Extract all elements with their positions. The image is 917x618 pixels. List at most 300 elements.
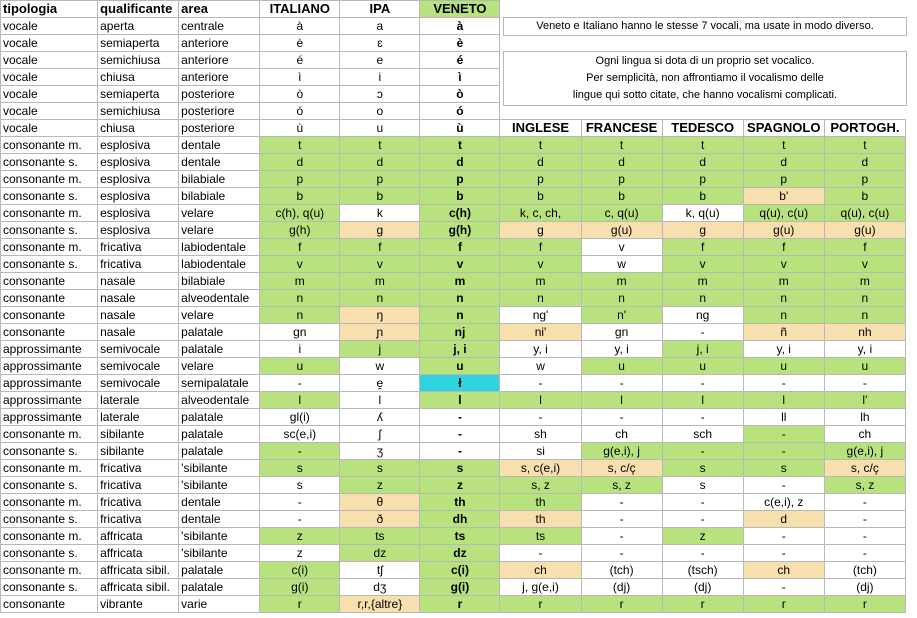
note-vocali-text: Veneto e Italiano hanno le stesse 7 vocali, ma usate in modo diverso. — [536, 20, 874, 32]
cell-portoghese: - — [824, 528, 905, 545]
cell-spagnolo: - — [743, 579, 824, 596]
cell-ipa: k — [340, 205, 420, 222]
cell-tedesco: v — [662, 256, 743, 273]
cell-veneto: ì — [420, 69, 500, 86]
cell-italiano: r — [260, 596, 340, 613]
cell-veneto: n — [420, 307, 500, 324]
table-row — [1, 222, 906, 239]
cell-tedesco: sch — [662, 426, 743, 443]
note-line-1: Ogni lingua si dota di un proprio set vocalico. — [595, 55, 815, 67]
cell-veneto: dh — [420, 511, 500, 528]
header-qualificante: qualificante — [98, 1, 179, 18]
table-row — [1, 307, 906, 324]
cell-area: centrale — [179, 18, 260, 35]
table-row — [1, 545, 906, 562]
cell-ipa: l — [340, 392, 420, 409]
table-row — [1, 290, 906, 307]
cell-inglese: - — [500, 375, 581, 392]
table-row — [1, 324, 906, 341]
cell-qualificante: laterale — [98, 409, 179, 426]
note-area — [500, 35, 906, 52]
cell-area: dentale — [179, 154, 260, 171]
table-row — [1, 443, 906, 460]
cell-italiano: z — [260, 545, 340, 562]
cell-tipologia: approssimante — [1, 392, 98, 409]
cell-spagnolo: - — [743, 477, 824, 494]
cell-qualificante: affricata — [98, 545, 179, 562]
cell-portoghese: s, c/ç — [824, 460, 905, 477]
cell-portoghese: f — [824, 239, 905, 256]
cell-tedesco: k, q(u) — [662, 205, 743, 222]
cell-tipologia: vocale — [1, 35, 98, 52]
cell-francese: gn — [581, 324, 662, 341]
cell-tedesco: g — [662, 222, 743, 239]
cell-francese: c, q(u) — [581, 205, 662, 222]
cell-area: velare — [179, 222, 260, 239]
cell-francese: w — [581, 256, 662, 273]
cell-inglese: ng' — [500, 307, 581, 324]
cell-inglese: l — [500, 392, 581, 409]
cell-veneto: u — [420, 358, 500, 375]
cell-tedesco: f — [662, 239, 743, 256]
cell-veneto: ts — [420, 528, 500, 545]
cell-italiano: ó — [260, 103, 340, 120]
cell-spagnolo: - — [743, 528, 824, 545]
cell-veneto: g(i) — [420, 579, 500, 596]
cell-tipologia: consonante — [1, 273, 98, 290]
cell-ipa: o — [340, 103, 420, 120]
header-spagnolo: SPAGNOLO — [743, 120, 824, 137]
cell-portoghese: g(u) — [824, 222, 905, 239]
cell-ipa: ŋ — [340, 307, 420, 324]
cell-area: anteriore — [179, 35, 260, 52]
cell-italiano: - — [260, 443, 340, 460]
cell-francese: n — [581, 290, 662, 307]
cell-spagnolo: v — [743, 256, 824, 273]
cell-portoghese: m — [824, 273, 905, 290]
header-francese: FRANCESE — [581, 120, 662, 137]
cell-ipa: a — [340, 18, 420, 35]
cell-tipologia: consonante — [1, 596, 98, 613]
cell-tedesco: l — [662, 392, 743, 409]
cell-tedesco: t — [662, 137, 743, 154]
cell-area: varie — [179, 596, 260, 613]
cell-portoghese: s, z — [824, 477, 905, 494]
cell-tipologia: consonante m. — [1, 562, 98, 579]
cell-inglese: p — [500, 171, 581, 188]
cell-spagnolo: - — [743, 545, 824, 562]
cell-qualificante: nasale — [98, 273, 179, 290]
cell-area: semipalatale — [179, 375, 260, 392]
cell-veneto: v — [420, 256, 500, 273]
cell-spagnolo: - — [743, 426, 824, 443]
cell-spagnolo: s — [743, 460, 824, 477]
cell-italiano: d — [260, 154, 340, 171]
cell-spagnolo: q(u), c(u) — [743, 205, 824, 222]
cell-qualificante: chiusa — [98, 69, 179, 86]
cell-italiano: s — [260, 460, 340, 477]
cell-ipa: ts — [340, 528, 420, 545]
cell-italiano: u — [260, 358, 340, 375]
cell-qualificante: fricativa — [98, 477, 179, 494]
cell-tipologia: consonante s. — [1, 256, 98, 273]
cell-portoghese: q(u), c(u) — [824, 205, 905, 222]
cell-spagnolo: u — [743, 358, 824, 375]
cell-inglese: s, c(e,i) — [500, 460, 581, 477]
table-row — [1, 579, 906, 596]
cell-tipologia: consonante — [1, 290, 98, 307]
cell-ipa: s — [340, 460, 420, 477]
cell-veneto: ò — [420, 86, 500, 103]
cell-tipologia: consonante — [1, 324, 98, 341]
cell-spagnolo: r — [743, 596, 824, 613]
cell-area: 'sibilante — [179, 528, 260, 545]
table-row — [1, 494, 906, 511]
cell-tipologia: consonante m. — [1, 137, 98, 154]
cell-inglese: y, i — [500, 341, 581, 358]
cell-inglese: r — [500, 596, 581, 613]
cell-ipa: i — [340, 69, 420, 86]
cell-portoghese: g(e,i), j — [824, 443, 905, 460]
cell-inglese: m — [500, 273, 581, 290]
cell-veneto: th — [420, 494, 500, 511]
cell-ipa: e̯ — [340, 375, 420, 392]
cell-tipologia: consonante m. — [1, 171, 98, 188]
cell-tipologia: consonante m. — [1, 426, 98, 443]
cell-veneto: - — [420, 409, 500, 426]
table-row — [1, 358, 906, 375]
cell-veneto: ó — [420, 103, 500, 120]
cell-area: anteriore — [179, 69, 260, 86]
cell-ipa: ʎ — [340, 409, 420, 426]
cell-italiano: c(h), q(u) — [260, 205, 340, 222]
cell-area: palatale — [179, 324, 260, 341]
cell-qualificante: affricata — [98, 528, 179, 545]
cell-portoghese: u — [824, 358, 905, 375]
cell-area: 'sibilante — [179, 460, 260, 477]
cell-veneto: n — [420, 290, 500, 307]
cell-area: palatale — [179, 426, 260, 443]
cell-inglese: t — [500, 137, 581, 154]
cell-portoghese: lh — [824, 409, 905, 426]
cell-ipa: w — [340, 358, 420, 375]
cell-italiano: - — [260, 511, 340, 528]
cell-portoghese: b — [824, 188, 905, 205]
cell-tipologia: consonante s. — [1, 154, 98, 171]
cell-portoghese: l' — [824, 392, 905, 409]
cell-ipa: z — [340, 477, 420, 494]
cell-veneto: d — [420, 154, 500, 171]
cell-italiano: c(i) — [260, 562, 340, 579]
cell-italiano: p — [260, 171, 340, 188]
cell-francese: g(e,i), j — [581, 443, 662, 460]
cell-portoghese: (dj) — [824, 579, 905, 596]
cell-area: alveodentale — [179, 392, 260, 409]
cell-portoghese: d — [824, 154, 905, 171]
cell-italiano: - — [260, 494, 340, 511]
cell-inglese: ch — [500, 562, 581, 579]
cell-portoghese: n — [824, 307, 905, 324]
cell-inglese: v — [500, 256, 581, 273]
cell-inglese: b — [500, 188, 581, 205]
cell-veneto: l — [420, 392, 500, 409]
note-vocali — [503, 17, 907, 36]
cell-veneto: ł — [420, 375, 500, 392]
cell-italiano: gn — [260, 324, 340, 341]
cell-area: posteriore — [179, 86, 260, 103]
cell-italiano: s — [260, 477, 340, 494]
cell-qualificante: fricativa — [98, 494, 179, 511]
cell-francese: (tch) — [581, 562, 662, 579]
cell-area: posteriore — [179, 120, 260, 137]
cell-portoghese: (tch) — [824, 562, 905, 579]
cell-qualificante: fricativa — [98, 460, 179, 477]
cell-italiano: g(h) — [260, 222, 340, 239]
cell-spagnolo: n — [743, 290, 824, 307]
cell-italiano: l — [260, 392, 340, 409]
cell-francese: y, i — [581, 341, 662, 358]
cell-francese: - — [581, 409, 662, 426]
cell-spagnolo: ch — [743, 562, 824, 579]
table-row — [1, 460, 906, 477]
cell-spagnolo: - — [743, 443, 824, 460]
cell-tedesco: d — [662, 154, 743, 171]
cell-area: palatale — [179, 341, 260, 358]
cell-area: 'sibilante — [179, 477, 260, 494]
cell-ipa: ʒ — [340, 443, 420, 460]
cell-tipologia: consonante s. — [1, 222, 98, 239]
cell-inglese: k, c, ch, — [500, 205, 581, 222]
cell-tipologia: consonante s. — [1, 579, 98, 596]
cell-tipologia: consonante s. — [1, 443, 98, 460]
cell-spagnolo: t — [743, 137, 824, 154]
cell-area: labiodentale — [179, 256, 260, 273]
cell-tedesco: - — [662, 545, 743, 562]
cell-spagnolo: l — [743, 392, 824, 409]
cell-italiano: é — [260, 52, 340, 69]
table-row — [1, 256, 906, 273]
cell-tipologia: vocale — [1, 103, 98, 120]
cell-qualificante: affricata sibil. — [98, 562, 179, 579]
cell-tedesco: s — [662, 477, 743, 494]
cell-inglese: d — [500, 154, 581, 171]
note-line-3: lingue qui sotto citate, che hanno vocalismi complicati. — [572, 89, 838, 101]
cell-spagnolo: ñ — [743, 324, 824, 341]
cell-area: labiodentale — [179, 239, 260, 256]
table-row — [1, 562, 906, 579]
cell-ipa: j — [340, 341, 420, 358]
cell-tipologia: consonante s. — [1, 545, 98, 562]
cell-inglese: n — [500, 290, 581, 307]
table-row — [1, 120, 906, 137]
table-row — [1, 188, 906, 205]
cell-tedesco: - — [662, 324, 743, 341]
cell-italiano: à — [260, 18, 340, 35]
cell-ipa: g — [340, 222, 420, 239]
cell-qualificante: esplosiva — [98, 154, 179, 171]
cell-veneto: c(h) — [420, 205, 500, 222]
cell-tedesco: (dj) — [662, 579, 743, 596]
table-row — [1, 596, 906, 613]
cell-tedesco: r — [662, 596, 743, 613]
cell-spagnolo: n — [743, 307, 824, 324]
cell-tedesco: n — [662, 290, 743, 307]
cell-ipa: ʃ — [340, 426, 420, 443]
cell-tipologia: approssimante — [1, 358, 98, 375]
header-tipologia: tipologia — [1, 1, 98, 18]
cell-spagnolo: m — [743, 273, 824, 290]
cell-inglese: th — [500, 511, 581, 528]
cell-francese: v — [581, 239, 662, 256]
cell-italiano: ò — [260, 86, 340, 103]
cell-italiano: sc(e,i) — [260, 426, 340, 443]
cell-francese: n' — [581, 307, 662, 324]
cell-qualificante: sibilante — [98, 443, 179, 460]
cell-qualificante: semivocale — [98, 341, 179, 358]
cell-spagnolo: g(u) — [743, 222, 824, 239]
cell-qualificante: semivocale — [98, 358, 179, 375]
cell-tipologia: consonante — [1, 307, 98, 324]
cell-veneto: g(h) — [420, 222, 500, 239]
cell-inglese: j, g(e,i) — [500, 579, 581, 596]
cell-veneto: p — [420, 171, 500, 188]
cell-qualificante: sibilante — [98, 426, 179, 443]
cell-ipa: m — [340, 273, 420, 290]
cell-portoghese: - — [824, 494, 905, 511]
cell-qualificante: esplosiva — [98, 222, 179, 239]
cell-francese: s, c/ç — [581, 460, 662, 477]
cell-tipologia: vocale — [1, 120, 98, 137]
cell-italiano: n — [260, 307, 340, 324]
cell-tedesco: p — [662, 171, 743, 188]
cell-qualificante: nasale — [98, 324, 179, 341]
cell-tedesco: j, i — [662, 341, 743, 358]
cell-ipa: ɛ — [340, 35, 420, 52]
cell-portoghese: - — [824, 511, 905, 528]
cell-italiano: t — [260, 137, 340, 154]
cell-inglese: si — [500, 443, 581, 460]
table-row — [1, 35, 906, 52]
header-inglese: INGLESE — [500, 120, 581, 137]
cell-spagnolo: y, i — [743, 341, 824, 358]
cell-italiano: f — [260, 239, 340, 256]
cell-area: posteriore — [179, 103, 260, 120]
cell-ipa: θ — [340, 494, 420, 511]
cell-qualificante: aperta — [98, 18, 179, 35]
cell-area: velare — [179, 205, 260, 222]
cell-portoghese: - — [824, 375, 905, 392]
cell-tipologia: consonante s. — [1, 477, 98, 494]
cell-portoghese: t — [824, 137, 905, 154]
cell-tedesco: - — [662, 511, 743, 528]
cell-area: 'sibilante — [179, 545, 260, 562]
cell-francese: g(u) — [581, 222, 662, 239]
cell-ipa: f — [340, 239, 420, 256]
cell-qualificante: affricata sibil. — [98, 579, 179, 596]
header-area: area — [179, 1, 260, 18]
cell-qualificante: chiusa — [98, 120, 179, 137]
header-spacer — [500, 1, 906, 18]
cell-tedesco: b — [662, 188, 743, 205]
cell-qualificante: fricativa — [98, 239, 179, 256]
cell-tipologia: approssimante — [1, 409, 98, 426]
cell-veneto: r — [420, 596, 500, 613]
cell-inglese: - — [500, 409, 581, 426]
cell-italiano: n — [260, 290, 340, 307]
table-row — [1, 239, 906, 256]
cell-tipologia: approssimante — [1, 375, 98, 392]
cell-area: palatale — [179, 409, 260, 426]
cell-qualificante: esplosiva — [98, 188, 179, 205]
cell-inglese: f — [500, 239, 581, 256]
cell-spagnolo: c(e,i), z — [743, 494, 824, 511]
cell-francese: - — [581, 545, 662, 562]
cell-area: bilabiale — [179, 171, 260, 188]
cell-veneto: m — [420, 273, 500, 290]
table-row — [1, 273, 906, 290]
cell-qualificante: esplosiva — [98, 137, 179, 154]
table-row — [1, 341, 906, 358]
cell-italiano: i — [260, 341, 340, 358]
cell-inglese: s, z — [500, 477, 581, 494]
cell-qualificante: semiaperta — [98, 35, 179, 52]
cell-italiano: b — [260, 188, 340, 205]
cell-francese: t — [581, 137, 662, 154]
cell-tedesco: ng — [662, 307, 743, 324]
cell-francese: m — [581, 273, 662, 290]
cell-ipa: dz — [340, 545, 420, 562]
header-tedesco: TEDESCO — [662, 120, 743, 137]
cell-veneto: ù — [420, 120, 500, 137]
cell-qualificante: semichiusa — [98, 52, 179, 69]
cell-veneto: c(i) — [420, 562, 500, 579]
cell-spagnolo: d — [743, 154, 824, 171]
table-row — [1, 205, 906, 222]
cell-tedesco: z — [662, 528, 743, 545]
cell-qualificante: esplosiva — [98, 171, 179, 188]
cell-portoghese: v — [824, 256, 905, 273]
cell-veneto: dz — [420, 545, 500, 562]
cell-italiano: g(i) — [260, 579, 340, 596]
cell-qualificante: semiaperta — [98, 86, 179, 103]
cell-italiano: z — [260, 528, 340, 545]
cell-qualificante: nasale — [98, 307, 179, 324]
cell-spagnolo: f — [743, 239, 824, 256]
cell-tipologia: vocale — [1, 52, 98, 69]
cell-francese: - — [581, 375, 662, 392]
cell-area: alveodentale — [179, 290, 260, 307]
cell-veneto: - — [420, 426, 500, 443]
note-vocalismo — [503, 51, 907, 106]
cell-veneto: s — [420, 460, 500, 477]
cell-portoghese: r — [824, 596, 905, 613]
cell-portoghese: y, i — [824, 341, 905, 358]
table-row — [1, 375, 906, 392]
cell-tedesco: (tsch) — [662, 562, 743, 579]
cell-portoghese: ch — [824, 426, 905, 443]
cell-italiano: ù — [260, 120, 340, 137]
cell-veneto: b — [420, 188, 500, 205]
cell-italiano: è — [260, 35, 340, 52]
cell-qualificante: semivocale — [98, 375, 179, 392]
cell-tedesco: m — [662, 273, 743, 290]
cell-francese: b — [581, 188, 662, 205]
table-row — [1, 477, 906, 494]
cell-ipa: e — [340, 52, 420, 69]
cell-veneto: à — [420, 18, 500, 35]
cell-area: palatale — [179, 562, 260, 579]
cell-inglese: ts — [500, 528, 581, 545]
